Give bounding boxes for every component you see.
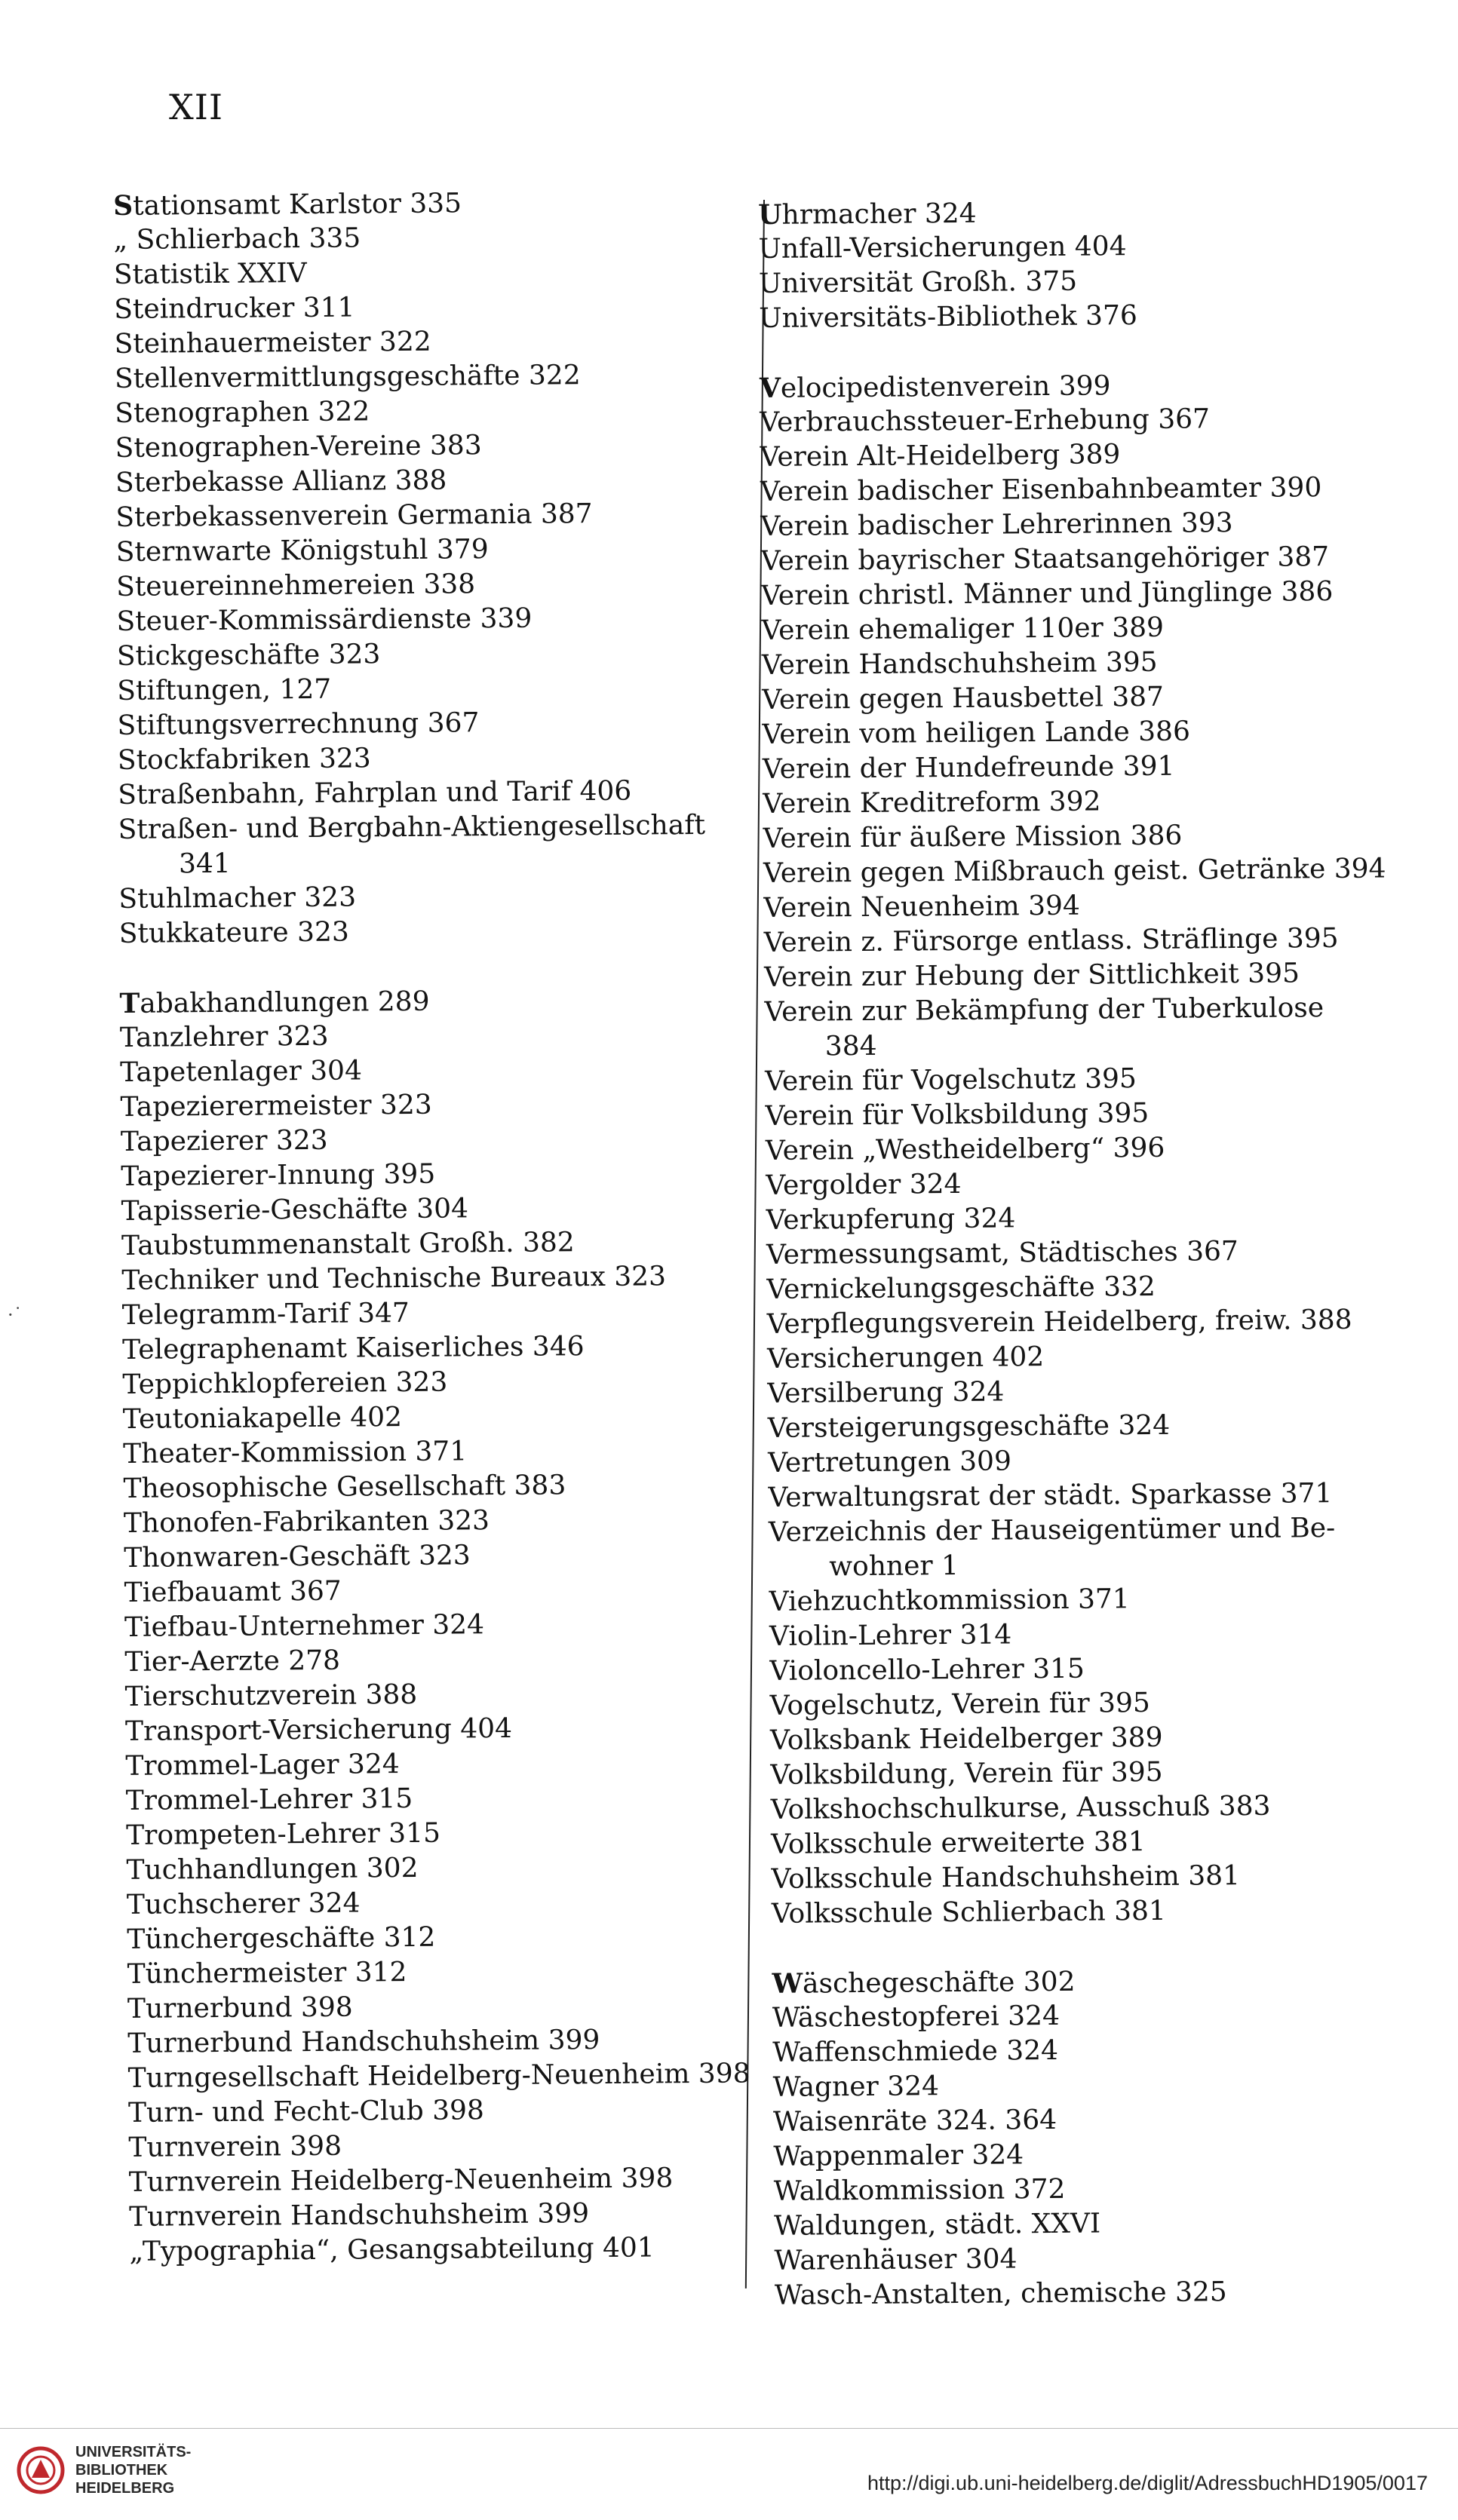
index-entry: Steinhauermeister 322 [114,326,431,360]
index-entry: Thonofen-Fabrikanten 323 [123,1505,490,1539]
index-entry: Stiftungsverrechnung 367 [117,707,480,741]
index-entry: Trommel-Lager 324 [125,1749,400,1782]
source-url[interactable]: http://digi.ub.uni-heidelberg.de/diglit/AdressbuchHD1905/0017 [867,2472,1428,2494]
right-index-column [758,192,1457,2313]
index-entry: Wasch-Anstalten, chemische 325 [774,2276,1227,2311]
index-entry: Verein christl. Männer und Jünglinge 386 [760,576,1334,612]
library-logo [17,2443,191,2497]
index-entry: Wäschestopferei 324 [772,2000,1061,2034]
index-entry: Tünchermeister 312 [127,1957,407,1990]
index-entry: Tier-Aerzte 278 [124,1645,341,1678]
footer-rule [0,2428,1458,2429]
index-entry: Tapezierermeister 323 [120,1089,432,1123]
index-entry: Verein für Volksbildung 395 [765,1097,1150,1132]
library-logo-text [75,2443,191,2497]
index-entry: Turnerbund 398 [127,1991,353,2025]
index-entry: Stationsamt Karlstor 335 [113,188,462,222]
index-entry: Verein für Vogelschutz 395 [765,1063,1137,1097]
index-entry: Steuereinnehmereien 338 [115,569,476,602]
index-entry: Turnverein 398 [128,2130,342,2163]
index-entry: Tiefbau-Unternehmer 324 [124,1609,485,1643]
index-entry: Vogelschutz, Verein für 395 [769,1687,1150,1721]
index-entry: Volksschule erweiterte 381 [770,1826,1146,1860]
index-entry: Verkupferung 324 [766,1203,1016,1236]
index-entry: Tanzlehrer 323 [119,1020,329,1053]
index-entry: Straßenbahn, Fahrplan und Tarif 406 [118,775,632,811]
index-entry: Stellenvermittlungsgeschäfte 322 [114,360,581,394]
index-entry: Vermessungsamt, Städtisches 367 [766,1236,1239,1271]
index-entry: Thonwaren-Geschäft 323 [124,1540,471,1574]
index-entry: Verein Alt-Heidelberg 389 [760,439,1121,473]
index-entry: Tapezierer 323 [120,1124,328,1157]
index-entry: Techniker und Technische Bureaux 323 [121,1261,667,1296]
index-entry: Velocipedistenverein 399 [759,370,1111,404]
index-entry: Verbrauchssteuer-Erhebung 367 [760,403,1211,438]
left-index-column [113,183,793,2270]
index-entry: Steuer-Kommissärdienste 339 [116,602,533,637]
logo-line: UNIVERSITÄTS- [75,2444,192,2460]
index-entry: Turnverein Handschuhsheim 399 [128,2198,590,2233]
index-entry: Wappenmaler 324 [773,2139,1024,2172]
index-entry: Tuchscherer 324 [126,1887,361,1921]
index-entry: Versilberung 324 [767,1376,1005,1409]
index-entry: 384 [824,1030,877,1062]
page-number: XII [169,87,224,127]
index-entry: Warenhäuser 304 [774,2243,1018,2276]
index-entry: Steindrucker 311 [114,292,355,325]
index-entry: Verein z. Fürsorge entlass. Sträflinge 395 [763,922,1339,958]
index-entry: Verein Neuenheim 394 [763,890,1080,924]
index-entry: Sterbekasse Allianz 388 [115,464,447,498]
index-entry: Trommel-Lehrer 315 [125,1783,413,1816]
index-entry: Verein ehemaliger 110er 389 [761,612,1165,646]
index-entry: Tierschutzverein 388 [124,1678,418,1712]
index-entry: 341 [178,848,231,880]
index-entry: Sternwarte Königstuhl 379 [115,534,489,568]
index-entry: Wagner 324 [772,2071,940,2103]
index-entry: Verein gegen Hausbettel 387 [762,681,1165,716]
index-entry: Volksschule Schlierbach 381 [771,1895,1167,1930]
index-entry: Verwaltungsrat der städt. Sparkasse 371 [768,1478,1333,1513]
index-entry: Vergolder 324 [766,1168,962,1201]
index-entry: Telegraphenamt Kaiserliches 346 [121,1331,585,1366]
index-entry: „ Schlierbach 335 [113,222,361,256]
entry-gap [119,946,783,986]
index-entry: Stukkateure 323 [118,916,349,949]
index-entry: Stenographen 322 [115,396,370,429]
index-entry: Verein Handschuhsheim 395 [761,646,1158,681]
index-entry: Volkshochschulkurse, Ausschuß 383 [770,1790,1271,1826]
index-entry: Tiefbauamt 367 [124,1575,342,1608]
index-entry: Versicherungen 402 [766,1341,1045,1375]
index-entry: Versteigerungsgeschäfte 324 [767,1409,1171,1444]
index-entry: Waldungen, städt. XXVI [773,2208,1101,2242]
index-entry: „Typographia“, Gesangsabteilung 401 [129,2232,655,2267]
index-entry: Straßen- und Bergbahn-Aktiengesellschaft [118,809,706,845]
index-entry: Uhrmacher 324 [758,198,977,231]
index-entry: Violoncello-Lehrer 315 [769,1653,1085,1687]
index-entry: Trompeten-Lehrer 315 [125,1817,441,1851]
index-entry: Tapisserie-Geschäfte 304 [121,1193,469,1227]
index-entry: Turnerbund Handschuhsheim 399 [127,2025,600,2059]
index-entry: Stuhlmacher 323 [118,881,357,915]
library-seal-icon [17,2446,65,2494]
index-entry: Stenographen-Vereine 383 [115,430,482,464]
index-entry: Stickgeschäfte 323 [116,639,381,672]
index-entry: Tapetenlager 304 [120,1055,363,1088]
index-entry: Verein vom heiligen Lande 386 [762,716,1191,750]
index-entry: Verpflegungsverein Heidelberg, freiw. 388 [766,1304,1352,1340]
entry-gap [759,331,1441,371]
index-entry: Vernickelungsgeschäfte 332 [766,1271,1156,1305]
entry-gap [772,1927,1454,1967]
index-entry: Waisenräte 324. 364 [772,2104,1057,2138]
index-entry: Theosophische Gesellschaft 383 [123,1470,566,1504]
index-entry: Statistik XXIV [113,257,307,290]
index-entry: Verein badischer Eisenbahnbeamter 390 [760,472,1322,507]
index-entry: Verein bayrischer Staatsangehöriger 387 [760,541,1330,577]
index-entry: Volksbank Heidelberger 389 [769,1721,1163,1756]
index-entry: Violin-Lehrer 314 [769,1619,1012,1652]
index-entry: wohner 1 [829,1550,959,1583]
index-entry: Viehzuchtkommission 371 [769,1583,1130,1617]
index-entry: Transport-Versicherung 404 [124,1712,513,1747]
index-entry: Verein zur Bekämpfung der Tuberkulose [764,992,1324,1028]
index-entry: Verzeichnis der Hauseigentümer und Be- [768,1513,1336,1548]
scan-speck: ·˙ [8,1304,23,1326]
index-entry: Tabakhandlungen 289 [119,986,430,1019]
logo-line: HEIDELBERG [75,2480,175,2497]
index-entry: Sterbekassenverein Germania 387 [115,498,593,533]
index-entry: Verein „Westheidelberg“ 396 [765,1132,1165,1166]
index-entry: Volksbildung, Verein für 395 [770,1756,1163,1791]
index-entry: Turngesellschaft Heidelberg-Neuenheim 398 [127,2058,750,2094]
index-entry: Verein badischer Lehrerinnen 393 [760,507,1233,542]
index-entry: Vertretungen 309 [768,1445,1012,1479]
index-entry: Verein gegen Mißbrauch geist. Getränke 394 [763,853,1386,889]
index-entry: Teutoniakapelle 402 [122,1402,403,1435]
logo-line: BIBLIOTHEK [75,2462,168,2479]
index-entry: Teppichklopfereien 323 [122,1366,448,1400]
index-entry: Waldkommission 372 [773,2173,1066,2207]
index-entry: Tuchhandlungen 302 [126,1852,419,1886]
index-entry: Universitäts-Bibliothek 376 [759,300,1137,334]
index-entry: Telegramm-Tarif 347 [121,1297,410,1331]
index-entry: Waffenschmiede 324 [772,2034,1059,2068]
index-entry: Verein für äußere Mission 386 [763,820,1183,854]
index-entry: Stockfabriken 323 [117,743,371,776]
index-entry: Theater-Kommission 371 [123,1436,468,1470]
index-entry: Verein Kreditreform 392 [763,786,1101,820]
index-entry: Universität Großh. 375 [758,265,1078,299]
index-entry: Wäschegeschäfte 302 [772,1966,1076,2000]
index-entry: Unfall-Versicherungen 404 [758,231,1127,265]
index-entry: Verein der Hundefreunde 391 [762,750,1175,785]
index-entry: Turnverein Heidelberg-Neuenheim 398 [128,2163,674,2198]
index-entry: Tünchergeschäfte 312 [127,1921,436,1955]
index-entry: Tapezierer-Innung 395 [121,1158,436,1192]
index-entry: Turn- und Fecht-Club 398 [127,2095,484,2129]
index-entry: Verein zur Hebung der Sittlichkeit 395 [763,958,1300,993]
index-entry: Taubstummenanstalt Großh. 382 [121,1227,575,1262]
index-entry: Volksschule Handschuhsheim 381 [771,1860,1241,1895]
index-entry: Stiftungen, 127 [117,673,332,707]
